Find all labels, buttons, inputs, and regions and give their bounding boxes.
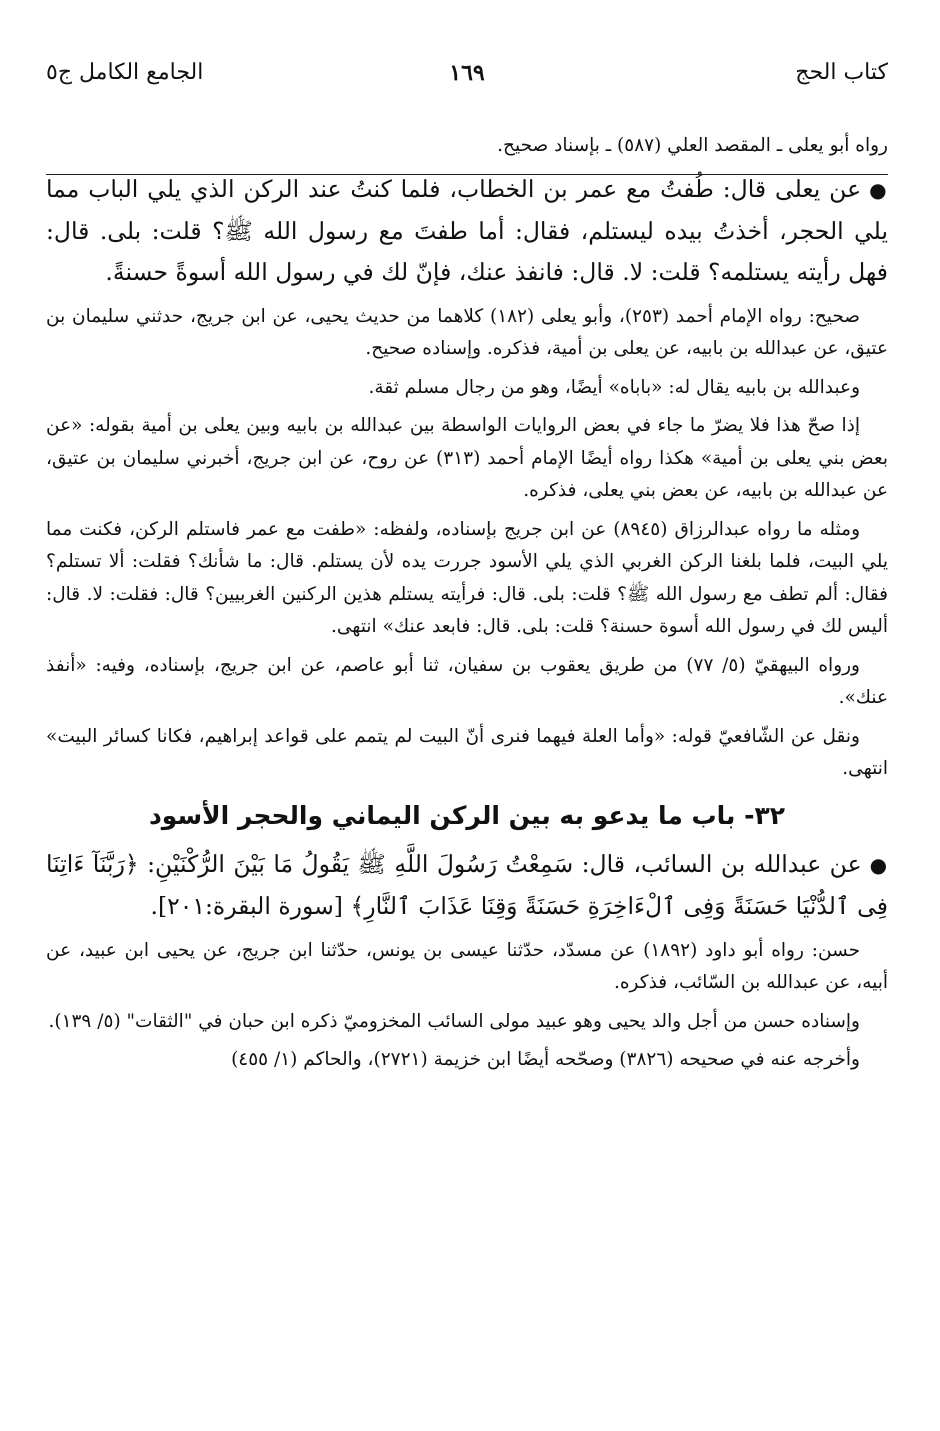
commentary-paragraph: إذا صحّ هذا فلا يضرّ ما جاء في بعض الروايات الواسطة بين عبدالله بن بابيه وبين يعلى بن أمية بقوله: «عن بعض بني يعلى بن أمية» هكذا رواه أيضًا الإمام أحمد (٣١٣) عن روح، عن ابن جريج، أخبرني سليمان بن عتيق، عن عبدالله بن بابيه، عن بعض بني يعلى، فذكره. [46,415,889,501]
commentary-paragraph: ومثله ما رواه عبدالرزاق (٨٩٤٥) عن ابن جريج بإسناده، ولفظه: «طفت مع عمر فاستلم الركن، فكنت مما يلي البيت، فلما بلغنا الركن الغربي الذي يلي الأسود جررت يده لأن يستلم. قال: ما شأنك؟ فقلت: ألا تستلم؟ فقال: ألم تطف مع رسول الله ﷺ؟ قلت: بلى. قال: فرأيته يستلم هذين الركنين الغربيين؟ قال: فقلت: لا. قال: أليس لك في رسول الله أسوة حسنة؟ قلت: بلى. قال: فابعد عنك» انتهى. [46,518,888,637]
hadith-paragraph [46,844,888,927]
commentary-paragraph: وإسناده حسن من أجل والد يحيى وهو عبيد مولى السائب المخزوميّ ذكره ابن حبان في "الثقات" (٥/ ١٣٩). [48,1010,860,1032]
commentary-paragraph: ورواه البيهقيّ (٥/ ٧٧) من طريق يعقوب بن سفيان، ثنا أبو عاصم، عن ابن جريج، بإسناده، وفيه: «أنفذ عنك». [46,654,888,708]
commentary-paragraph: ونقل عن الشّافعيّ قوله: «وأما العلة فيهما فنرى أنّ البيت لم يتمم على قواعد إبراهيم، فكانا كسائر البيت» انتهى. [46,725,888,779]
bullet-icon: ● [869,177,888,202]
page-body [46,130,888,1077]
hadith-paragraph [46,169,888,293]
header-book-title: كتاب الحج [795,60,888,85]
commentary-paragraph: وأخرجه عنه في صحيحه (٣٨٢٦) وصحّحه أيضًا ابن خزيمة (٢٧٢١)، والحاكم (١/ ٤٥٥) [231,1049,860,1070]
bullet-icon: ● [869,852,888,877]
page-header [46,58,888,122]
header-volume-title: الجامع الكامل ج٥ [46,60,204,85]
commentary-paragraph: حسن: رواه أبو داود (١٨٩٢) عن مسدّد، حدّثنا عيسى بن يونس، حدّثنا ابن جريج، عن يحيى ابن عبيد، عن أبيه، عن عبدالله بن السّائب، فذكره. [46,939,888,993]
document-page [0,58,940,1431]
hadith-text: عن عبدالله بن السائب، قال: سَمِعْتُ رَسُولَ اللَّهِ ﷺ يَقُولُ مَا بَيْنَ الرُّكْنَيْنِ: ﴿رَبَّنَآ ءَاتِنَا فِى ٱلدُّنْيَا حَسَنَةً وَفِى ٱلْءَاخِرَةِ حَسَنَةً وَقِنَا عَذَابَ ٱلنَّارِ﴾ [سورة البقرة:٢٠١]. [46,849,888,920]
note-paragraph: رواه أبو يعلى ـ المقصد العلي (٥٨٧) ـ بإسناد صحيح. [497,135,888,156]
chapter-heading: ٣٢- باب ما يدعو به بين الركن اليماني والحجر الأسود [148,800,786,830]
page-number: ١٦٩ [449,60,485,86]
commentary-paragraph: وعبدالله بن بابيه يقال له: «باباه» أيضًا، وهو من رجال مسلم ثقة. [368,376,860,398]
header-divider [46,174,888,175]
commentary-paragraph: صحيح: رواه الإمام أحمد (٢٥٣)، وأبو يعلى (١٨٢) كلاهما من حديث يحيى، عن ابن جريج، حدثني سليمان بن عتيق، عن عبدالله بن بابيه، عن يعلى بن أمية، فذكره. وإسناده صحيح. [46,305,888,359]
hadith-text: عن يعلى قال: طُفتُ مع عمر بن الخطاب، فلما كنتُ عند الركن الذي يلي الباب مما يلي الحجر، أخذتُ بيده ليستلم، فقال: أما طفتَ مع رسول الله ﷺ؟ قلت: بلى. قال: فهل رأيته يستلمه؟ قلت: لا. قال: فانفذ عنك، فإنّ لك في رسول الله أسوةً حسنةً. [46,174,888,286]
